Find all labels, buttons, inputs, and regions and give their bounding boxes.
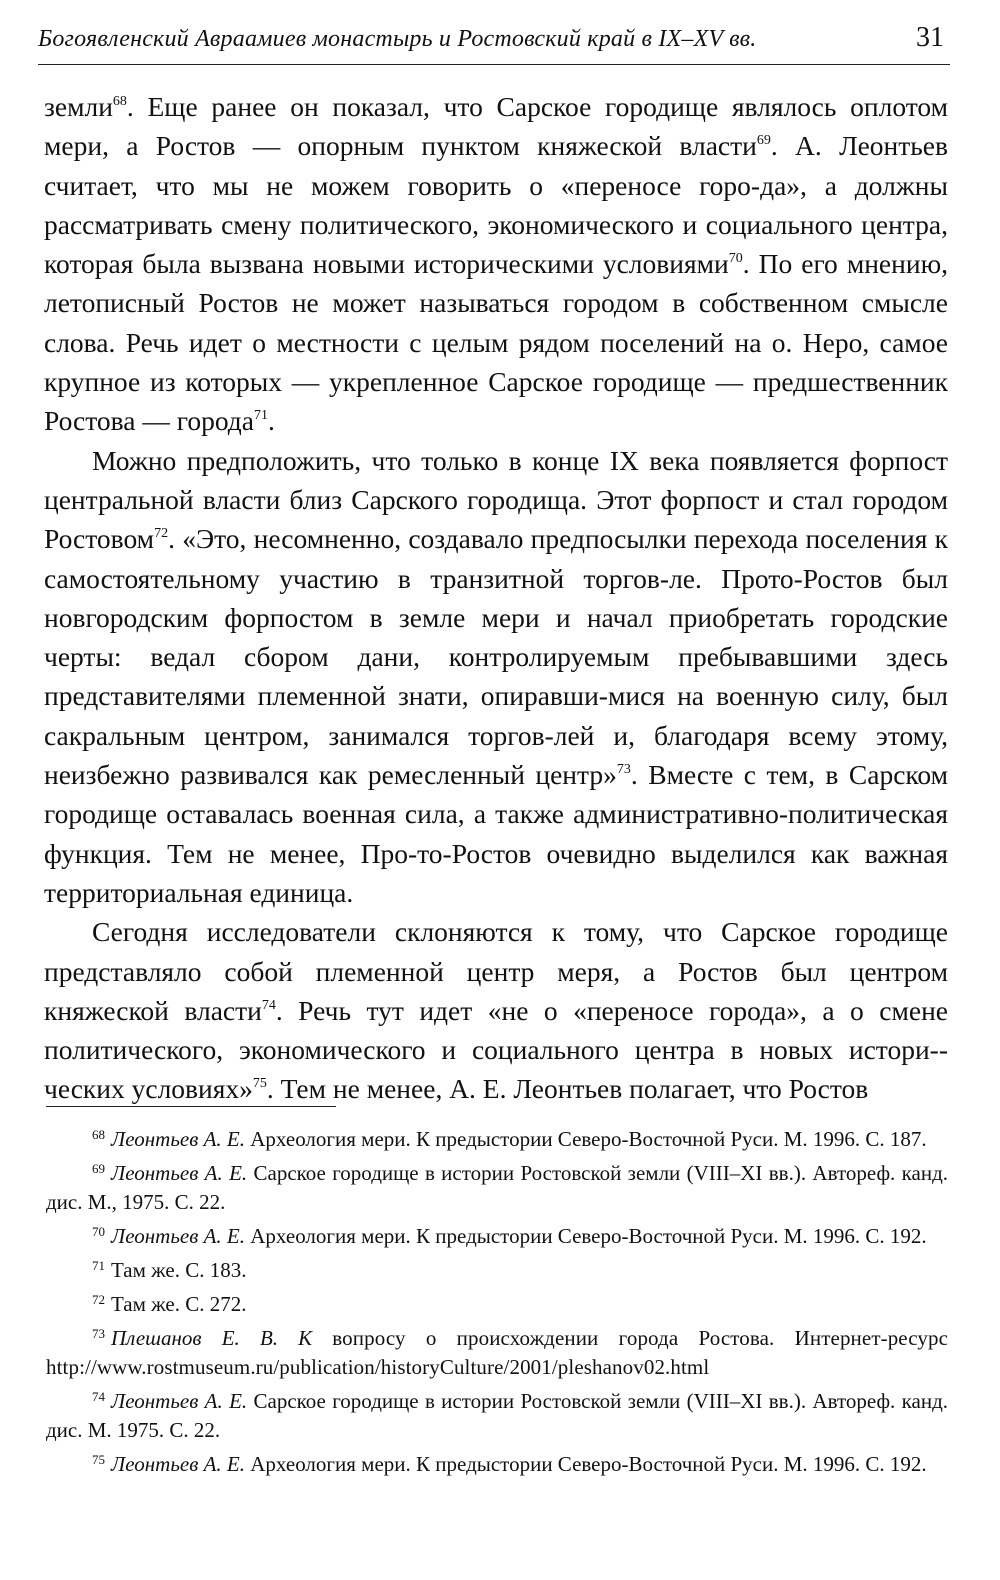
footnotes — [46, 1120, 948, 1479]
footnote-number: 74 — [92, 1389, 105, 1404]
footnote-author: Леонтьев А. Е. — [111, 1127, 245, 1151]
text-run: Можно предположить, что только в конце IX века появляется форпост центральной власти близ Сарского городища. Этот форпост и стал городом Ростовом — [44, 444, 948, 555]
footnote-text: Археология мери. К предыстории Северо-Восточной Руси. М. 1996. С. 187. — [250, 1127, 927, 1151]
footnote-number: 69 — [92, 1161, 105, 1176]
text-run: . — [267, 405, 275, 437]
footnote-70 — [46, 1217, 948, 1251]
footnote-number: 75 — [92, 1452, 105, 1467]
text-run: . «Это, несомненно, создавало предпосылки перехода поселения к самостоятельному участию в транзитной торгов-ле. Прото-Ростов был новгородским форпостом в земле мери и начал приобретать городские черты: ведал сбором дани, контролируемым пребывавшими здесь представителями племенной знати, опиравши-мися на военную силу, был сакральным центром, занимался торгов-лей и, благодаря всему этому, неизбежно развивался как ремесленный центр» — [44, 523, 948, 791]
text-run: . Тем не менее, А. Е. Леонтьев полагает, что Ростов — [266, 1073, 869, 1105]
footnote-75 — [46, 1445, 948, 1479]
footnote-69 — [46, 1154, 948, 1217]
page-number: 31 — [916, 22, 944, 53]
footnote-73 — [46, 1319, 948, 1382]
footnote-number: 71 — [92, 1258, 105, 1273]
text-run: земли — [44, 91, 113, 122]
footnote-ref-73[interactable]: 73 — [616, 762, 631, 778]
footnote-ref-72[interactable]: 72 — [154, 526, 169, 542]
footnote-text: Сарское городище в истории Ростовской земли (VIII–XI вв.). Автореф. канд. дис. М., 1975. С. 22. — [46, 1161, 949, 1214]
footnote-number: 73 — [92, 1326, 105, 1341]
footnote-author: Леонтьев А. Е. — [111, 1161, 248, 1185]
footnote-author: Плешанов Е. В. К — [111, 1326, 313, 1350]
footnote-text: Археология мери. К предыстории Северо-Восточной Руси. М. 1996. С. 192. — [250, 1452, 927, 1476]
footnote-divider — [46, 1106, 336, 1107]
text-run: . Еще ранее он показал, что Сарское городище являлось оплотом мери, а Ростов — опорным пунктом княжеской власти — [44, 91, 948, 162]
text-run: Сегодня исследователи склоняются к тому, что Сарское городище представляло собой племенной центр меря, а Ростов был центром княжеской власти — [44, 916, 948, 1026]
footnote-ref-75[interactable]: 75 — [252, 1076, 267, 1092]
paragraph-2 — [44, 441, 948, 913]
running-header — [38, 20, 950, 65]
footnote-71 — [46, 1251, 948, 1285]
footnote-ref-74[interactable]: 74 — [261, 997, 276, 1013]
paragraph-3 — [44, 912, 948, 1108]
text-run: . А. Леонтьев считает, что мы не можем говорить о «переносе горо-да», а должны рассматривать смену политического, экономического и социального центра, которая была вызвана новыми историческими условиями — [44, 130, 948, 280]
footnote-ref-71[interactable]: 71 — [253, 408, 268, 424]
text-run: . Речь тут идет «не о «переносе города», а о смене политического, экономического и социального центра в новых истори-ческих условиях» — [44, 994, 948, 1105]
footnote-text: Там же. С. 272. — [111, 1292, 247, 1316]
footnote-ref-68[interactable]: 68 — [112, 94, 127, 109]
footnote-author: Леонтьев А. Е. — [111, 1452, 245, 1476]
footnote-author: Леонтьев А. Е. — [111, 1224, 245, 1248]
footnote-ref-69[interactable]: 69 — [756, 133, 771, 149]
footnote-text: Археология мери. К предыстории Северо-Восточной Руси. М. 1996. С. 192. — [250, 1224, 927, 1248]
footnote-author: Леонтьев А. Е. — [111, 1389, 248, 1413]
text-run: . Вместе с тем, в Сарском городище оставалась военная сила, а также административно-политическая функция. Тем не менее, Про-то-Ростов очевидно выделился как важная территориальная единица. — [44, 759, 948, 908]
main-text — [44, 87, 948, 1109]
footnote-number: 72 — [92, 1292, 105, 1307]
footnote-text: вопросу о происхождении города Ростова. Интернет-ресурс http://www.rostmuseum.ru/publication/historyCulture/2001/pleshanov02.html — [46, 1326, 948, 1379]
paragraph-1 — [44, 87, 948, 441]
running-title: Богоявленский Авраамиев монастырь и Ростовский край в IX–XV вв. — [38, 26, 757, 52]
footnote-number: 68 — [92, 1127, 105, 1142]
footnote-68 — [46, 1120, 948, 1154]
footnote-74 — [46, 1382, 948, 1445]
text-run: . По его мнению, летописный Ростов не может называться городом в собственном смысле слова. Речь идет о местности с целым рядом поселений на о. Неро, самое крупное из которых — укрепленное Сарское городище — предшественник Ростова — города — [44, 248, 948, 437]
footnote-text: Там же. С. 183. — [111, 1258, 247, 1282]
footnote-text: Сарское городище в истории Ростовской земли (VIII–XI вв.). Автореф. канд. дис. М. 1975. С. 22. — [46, 1389, 949, 1442]
footnote-72 — [46, 1285, 948, 1319]
footnote-ref-70[interactable]: 70 — [728, 251, 743, 267]
footnote-number: 70 — [92, 1224, 105, 1239]
